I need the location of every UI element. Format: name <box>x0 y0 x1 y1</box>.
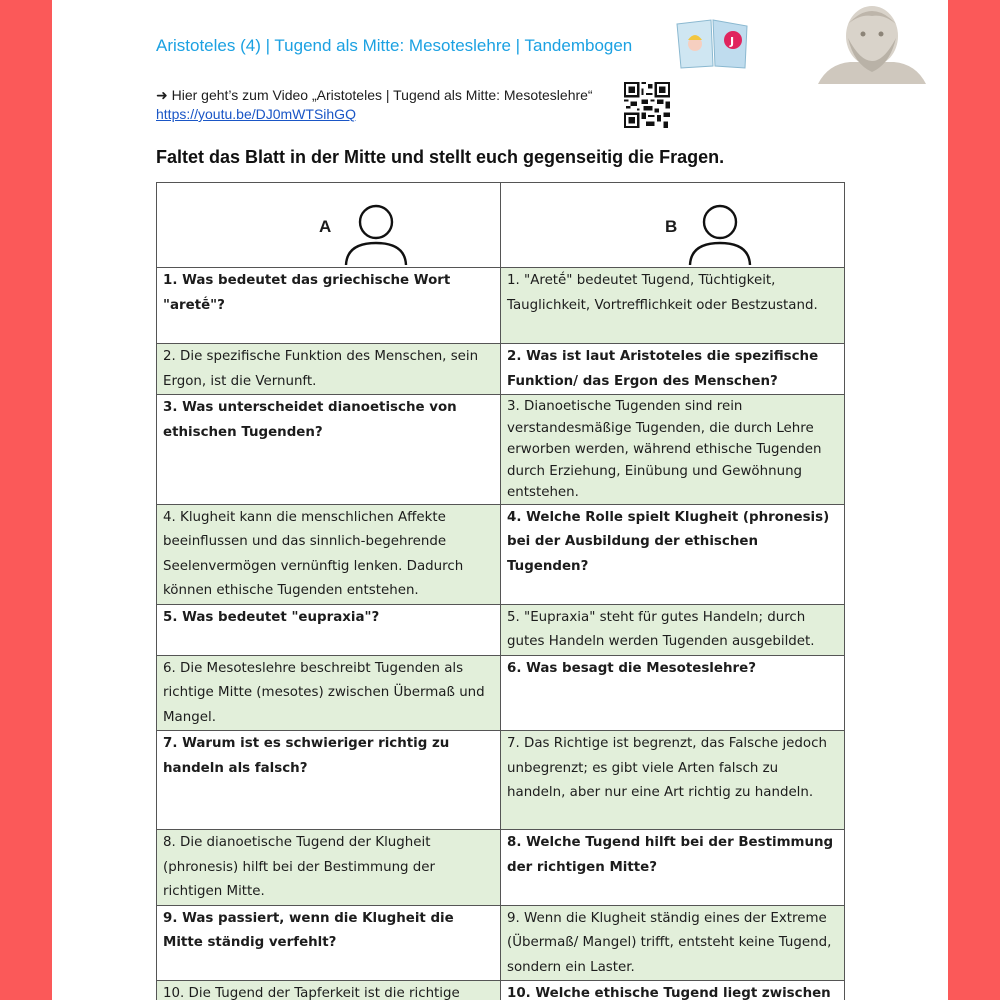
video-hint: ➜ Hier geht’s zum Video „Aristoteles | Tugend als Mitte: Mesoteslehre“ <box>156 87 593 103</box>
question-cell: 5. Was bedeutet "eupraxia"? <box>157 604 501 655</box>
person-icon <box>343 203 409 265</box>
table-row <box>157 731 845 830</box>
answer-cell: 8. Die dianoetische Tugend der Klugheit (phronesis) hilft bei der Bestimmung der richtigen Mitte. <box>157 830 501 906</box>
answer-cell: 1. "Aretḗ" bedeutet Tugend, Tüchtigkeit, Tauglichkeit, Vortrefflichkeit oder Bestzustand. <box>501 268 845 344</box>
column-b-label: B <box>665 217 678 236</box>
question-cell: 4. Welche Rolle spielt Klugheit (phronesis) bei der Ausbildung der ethischen Tugenden? <box>501 504 845 604</box>
answer-cell: 10. Die Tugend der Tapferkeit ist die richtige <box>157 981 501 1000</box>
tandem-table <box>156 182 845 1000</box>
table-row <box>157 344 845 395</box>
instruction-text: Faltet das Blatt in der Mitte und stellt euch gegenseitig die Fragen. <box>156 147 725 167</box>
question-cell: 9. Was passiert, wenn die Klugheit die Mitte ständig verfehlt? <box>157 905 501 981</box>
table-row <box>157 830 845 906</box>
table-row <box>157 655 845 731</box>
video-link[interactable]: https://youtu.be/DJ0mWTSihGQ <box>156 106 356 122</box>
table-row <box>157 268 845 344</box>
question-cell: 8. Welche Tugend hilft bei der Bestimmung der richtigen Mitte? <box>501 830 845 906</box>
answer-cell: 9. Wenn die Klugheit ständig eines der Extreme (Übermaß/ Mangel) trifft, entsteht keine Tugend, sondern ein Laster. <box>501 905 845 981</box>
question-cell: 1. Was bedeutet das griechische Wort "aretḗ"? <box>157 268 501 344</box>
table-row <box>157 395 845 505</box>
table-row <box>157 504 845 604</box>
worksheet-page <box>52 0 948 1000</box>
question-cell: 7. Warum ist es schwieriger richtig zu handeln als falsch? <box>157 731 501 830</box>
column-b-header <box>501 183 845 268</box>
question-cell: 2. Was ist laut Aristoteles die spezifische Funktion/ das Ergon des Menschen? <box>501 344 845 395</box>
booklet-icon <box>675 18 751 70</box>
table-header-row <box>157 183 845 268</box>
qr-code-icon[interactable] <box>624 82 670 128</box>
person-icon <box>687 203 753 265</box>
svg-text:J: J <box>730 35 735 48</box>
question-cell: 3. Was unterscheidet dianoetische von ethischen Tugenden? <box>157 395 501 505</box>
answer-cell: 2. Die spezifische Funktion des Menschen, sein Ergon, ist die Vernunft. <box>157 344 501 395</box>
answer-cell: 3. Dianoetische Tugenden sind rein verstandesmäßige Tugenden, die durch Lehre erworben werden, während ethische Tugenden durch Erziehung, Einübung und Gewöhnung entstehen. <box>501 395 845 505</box>
column-a-header <box>157 183 501 268</box>
question-cell: 10. Welche ethische Tugend liegt zwischen <box>501 981 845 1000</box>
table-row <box>157 905 845 981</box>
answer-cell: 6. Die Mesoteslehre beschreibt Tugenden als richtige Mitte (mesotes) zwischen Übermaß und Mangel. <box>157 655 501 731</box>
answer-cell: 7. Das Richtige ist begrenzt, das Falsche jedoch unbegrenzt; es gibt viele Arten falsch zu handeln, aber nur eine Art richtig zu handeln. <box>501 731 845 830</box>
table-row <box>157 604 845 655</box>
column-a-label: A <box>319 217 332 236</box>
answer-cell: 4. Klugheit kann die menschlichen Affekte beeinflussen und das sinnlich-begehrende Seelenvermögen vernünftig lenken. Dadurch können ethische Tugenden entstehen. <box>157 504 501 604</box>
question-cell: 6. Was besagt die Mesoteslehre? <box>501 655 845 731</box>
aristotle-bust-image <box>818 4 926 84</box>
answer-cell: 5. "Eupraxia" steht für gutes Handeln; durch gutes Handeln werden Tugenden ausgebildet. <box>501 604 845 655</box>
table-row <box>157 981 845 1000</box>
worksheet-title: Aristoteles (4) | Tugend als Mitte: Mesoteslehre | Tandembogen <box>156 36 633 55</box>
